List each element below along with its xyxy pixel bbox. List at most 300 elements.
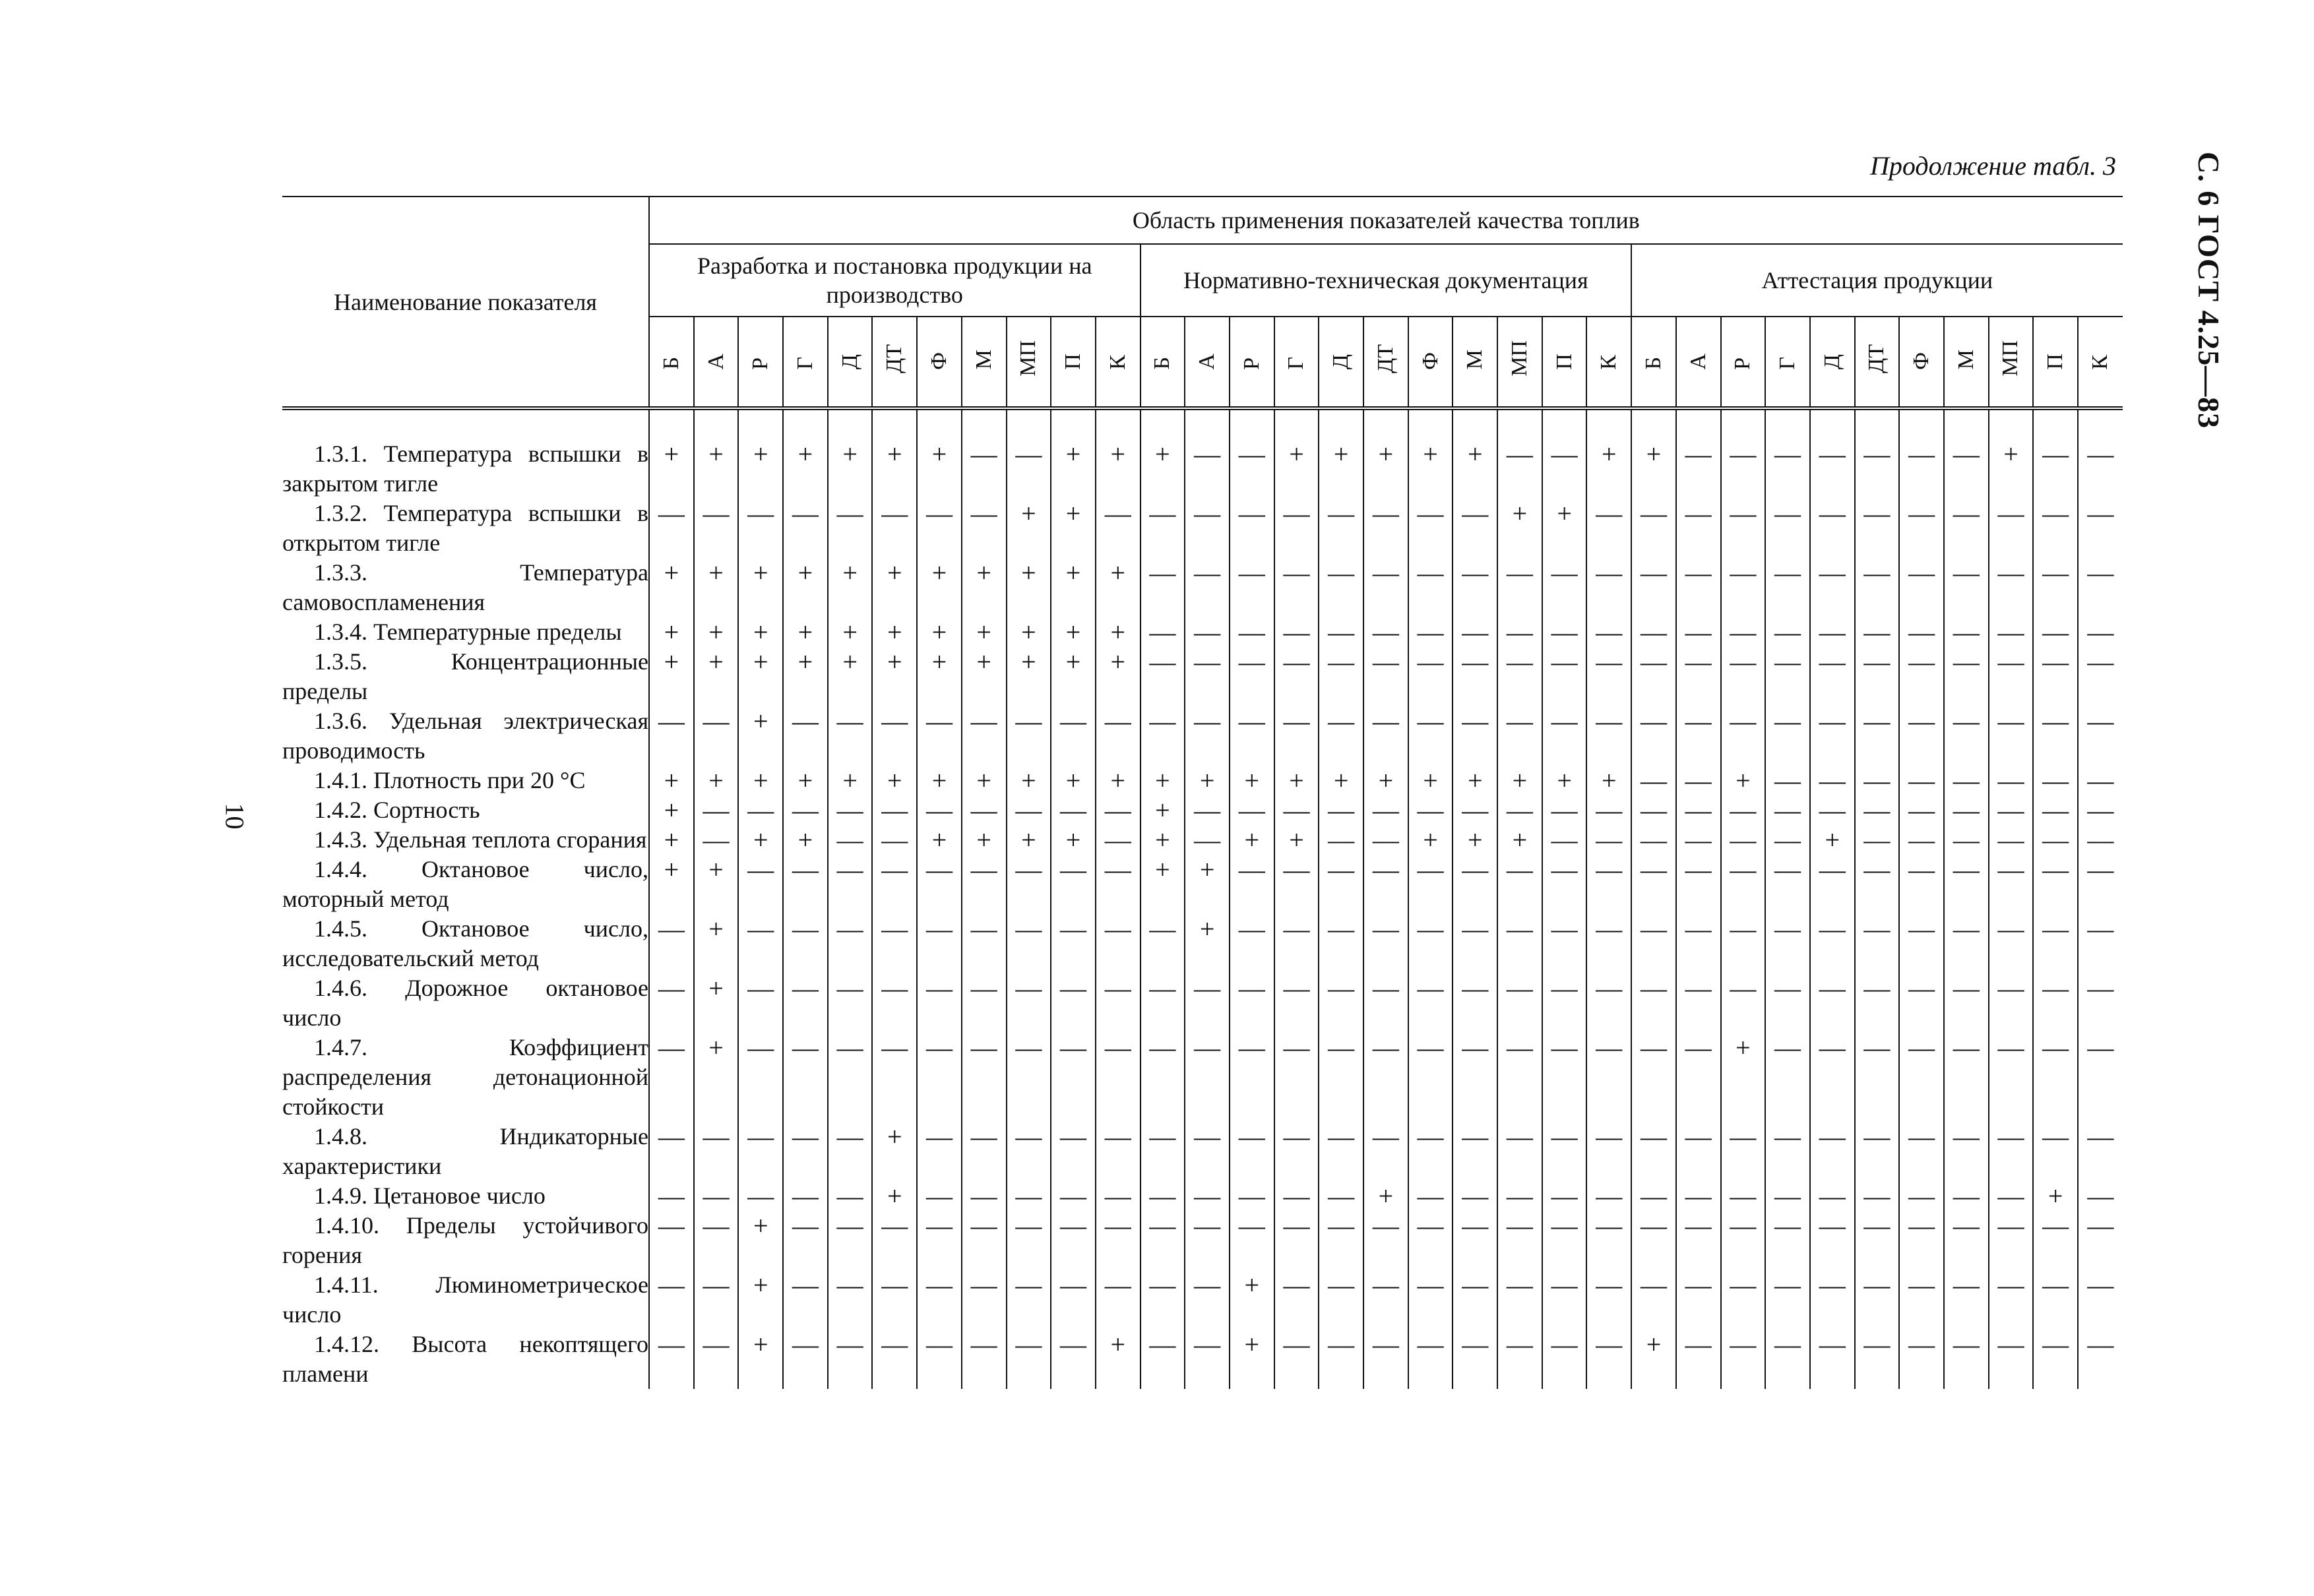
applicability-cell: + [872,766,917,795]
applicability-cell: — [1185,499,1230,558]
fuel-column-label: А [1195,353,1220,370]
applicability-cell: — [1676,1270,1721,1330]
applicability-cell: — [1676,914,1721,973]
applicability-cell: — [1721,1181,1766,1211]
table-row [282,1270,2123,1330]
applicability-cell: — [1408,647,1453,706]
applicability-cell: — [1408,706,1453,766]
applicability-cell: — [917,795,962,825]
applicability-cell: — [1810,1211,1855,1270]
applicability-cell: — [1721,1122,1766,1181]
applicability-cell: — [1631,973,1676,1033]
fuel-column-label: Ф [1418,352,1443,370]
applicability-cell: — [917,706,962,766]
applicability-cell: — [1944,1330,1989,1389]
applicability-cell: + [1586,439,1631,499]
fuel-column-label: Р [748,357,773,370]
applicability-cell: — [1765,795,1810,825]
applicability-cell: — [1319,914,1363,973]
table-row [282,973,2123,1033]
applicability-cell: — [1676,855,1721,914]
table-row [282,647,2123,706]
applicability-cell: — [783,795,828,825]
applicability-cell: — [1631,1122,1676,1181]
applicability-cell: — [1319,795,1363,825]
indicator-name: 1.4.10. Пределы устойчивого горения [282,1212,648,1268]
applicability-cell: — [872,795,917,825]
applicability-cell: — [872,706,917,766]
applicability-cell: — [1899,766,1944,795]
applicability-cell: — [1810,706,1855,766]
applicability-cell: + [872,439,917,499]
applicability-cell: — [1453,1330,1497,1389]
applicability-cell: — [2078,1122,2123,1181]
applicability-cell: — [1185,1122,1230,1181]
applicability-cell: — [1765,706,1810,766]
indicator-name: 1.4.4. Октановое число, моторный метод [282,856,648,912]
applicability-cell: — [1631,617,1676,647]
applicability-cell: — [1989,1211,2034,1270]
applicability-cell: — [649,1211,694,1270]
applicability-cell: — [828,855,873,914]
applicability-cell: — [1542,855,1587,914]
applicability-cell: — [2078,1330,2123,1389]
standard-label: С. 6 ГОСТ 4.25—83 [2192,152,2226,429]
applicability-cell: — [1096,706,1141,766]
applicability-cell: — [1051,1211,1096,1270]
applicability-cell: — [917,1122,962,1181]
applicability-cell: — [1944,1033,1989,1122]
applicability-cell: — [1274,914,1319,973]
fuel-column-label: А [1685,353,1710,370]
applicability-cell: — [1096,795,1141,825]
applicability-cell: — [649,1033,694,1122]
applicability-cell: — [962,795,1007,825]
applicability-cell: — [1899,855,1944,914]
applicability-cell: — [1765,558,1810,617]
applicability-cell: — [1274,973,1319,1033]
applicability-cell: — [1899,795,1944,825]
applicability-cell: + [783,766,828,795]
applicability-cell: — [2078,855,2123,914]
applicability-cell: + [872,1181,917,1211]
applicability-cell: — [1453,617,1497,647]
applicability-cell: — [1944,647,1989,706]
applicability-cell: + [738,439,783,499]
applicability-cell: — [649,1270,694,1330]
applicability-cell: — [1989,558,2034,617]
applicability-cell: + [1721,1033,1766,1122]
applicability-cell: — [1096,1033,1141,1122]
applicability-cell: — [1944,1122,1989,1181]
fuel-column-header [649,317,694,408]
applicability-cell: — [2078,647,2123,706]
applicability-cell: — [1855,1033,1900,1122]
applicability-cell: — [1721,825,1766,855]
applicability-cell: — [1319,647,1363,706]
applicability-cell: — [1408,499,1453,558]
fuel-column-header [738,317,783,408]
applicability-cell: — [962,1122,1007,1181]
applicability-cell: — [1765,973,1810,1033]
applicability-cell: — [1676,439,1721,499]
applicability-cell: — [1542,825,1587,855]
applicability-cell: — [1051,795,1096,825]
applicability-cell: — [962,706,1007,766]
applicability-cell: — [917,1270,962,1330]
applicability-cell: — [1051,706,1096,766]
applicability-cell: + [1497,766,1542,795]
applicability-cell: — [1497,973,1542,1033]
applicability-cell: — [1453,647,1497,706]
applicability-cell: — [1810,766,1855,795]
fuel-column-label: Ф [926,352,951,370]
applicability-cell: + [694,558,739,617]
fuel-column-label: М [1462,350,1487,370]
applicability-cell: — [1363,1330,1408,1389]
applicability-cell: — [1230,795,1274,825]
applicability-cell: + [1185,914,1230,973]
applicability-cell: — [1721,558,1766,617]
applicability-cell: — [1319,617,1363,647]
applicability-cell: + [1051,499,1096,558]
applicability-cell: — [1721,439,1766,499]
applicability-cell: — [917,973,962,1033]
fuel-column-label: П [1551,353,1577,370]
applicability-cell: — [917,1181,962,1211]
applicability-cell: — [1899,914,1944,973]
table-row [282,914,2123,973]
applicability-cell: — [1765,1330,1810,1389]
applicability-cell: + [1274,766,1319,795]
applicability-cell: — [1899,439,1944,499]
applicability-cell: — [1765,914,1810,973]
applicability-cell: — [1408,1033,1453,1122]
applicability-cell: — [1051,1122,1096,1181]
indicator-name: 1.4.6. Дорожное октановое число [282,975,648,1031]
fuel-column-label: Д [1329,354,1354,370]
applicability-cell: — [1855,855,1900,914]
table-row [282,617,2123,647]
applicability-cell: + [828,439,873,499]
applicability-cell: — [1765,855,1810,914]
applicability-cell: — [1497,647,1542,706]
fuel-column-header [1363,317,1408,408]
applicability-cell: — [783,499,828,558]
applicability-cell: — [1899,973,1944,1033]
applicability-cell: — [1185,647,1230,706]
applicability-cell: + [783,617,828,647]
applicability-cell: — [1586,617,1631,647]
applicability-cell: — [2078,914,2123,973]
applicability-cell: — [1899,617,1944,647]
applicability-cell: — [1319,499,1363,558]
applicability-cell: + [962,558,1007,617]
applicability-cell: — [1765,1181,1810,1211]
table-row [282,439,2123,499]
applicability-cell: — [828,1330,873,1389]
applicability-cell: — [1096,973,1141,1033]
applicability-cell: + [738,1270,783,1330]
applicability-cell: — [1586,795,1631,825]
applicability-cell: + [649,617,694,647]
applicability-cell: + [738,1330,783,1389]
applicability-cell: — [1944,706,1989,766]
fuel-column-header [1676,317,1721,408]
applicability-cell: — [1274,1122,1319,1181]
fuel-column-header [1899,317,1944,408]
applicability-cell: — [1765,1033,1810,1122]
applicability-cell: — [2033,1122,2078,1181]
applicability-cell: — [1542,1330,1587,1389]
applicability-cell: — [1230,1122,1274,1181]
applicability-cell: — [1141,558,1185,617]
quality-indicators-table [282,196,2123,1389]
applicability-cell: — [783,1033,828,1122]
fuel-column-label: Г [1775,356,1800,370]
fuel-column-label: Б [1150,356,1175,370]
applicability-cell: — [1453,1270,1497,1330]
applicability-cell: — [694,825,739,855]
applicability-cell: — [1007,1181,1051,1211]
applicability-cell: — [1363,499,1408,558]
table-continuation-note: Продолжение табл. 3 [1869,151,2116,181]
applicability-cell: — [1096,1211,1141,1270]
applicability-cell: — [1542,617,1587,647]
applicability-cell: — [1676,825,1721,855]
applicability-cell: — [2078,1211,2123,1270]
applicability-cell: — [1899,706,1944,766]
fuel-column-label: П [1061,353,1086,370]
table-row [282,1181,2123,1211]
fuel-column-label: Б [1641,356,1666,370]
applicability-cell: — [1676,1330,1721,1389]
applicability-cell: — [1453,706,1497,766]
applicability-cell: + [1230,825,1274,855]
applicability-cell: — [2033,499,2078,558]
applicability-cell: + [1051,617,1096,647]
applicability-cell: + [694,439,739,499]
applicability-cell: — [872,855,917,914]
fuel-column-header [1586,317,1631,408]
applicability-cell: — [1185,1211,1230,1270]
applicability-cell: + [917,439,962,499]
applicability-cell: — [1185,973,1230,1033]
table-row [282,795,2123,825]
applicability-cell: — [1051,1181,1096,1211]
fuel-column-label: К [2088,354,2113,370]
indicator-name: 1.3.5. Концентрационные пределы [282,648,648,704]
fuel-column-label: Д [837,354,862,370]
applicability-cell: — [1453,1181,1497,1211]
fuel-column-header [1944,317,1989,408]
fuel-column-header [2033,317,2078,408]
fuel-column-label: Г [792,356,817,370]
applicability-cell: + [1542,499,1587,558]
indicator-name: 1.3.1. Температура вспышки в закрытом тигле [282,441,648,497]
applicability-cell: + [738,647,783,706]
fuel-column-header [1989,317,2034,408]
applicability-cell: — [1274,1270,1319,1330]
applicability-cell: — [1721,973,1766,1033]
applicability-cell: — [2033,706,2078,766]
applicability-cell: — [1855,766,1900,795]
applicability-cell: — [1141,617,1185,647]
applicability-cell: — [1230,706,1274,766]
applicability-cell: — [828,706,873,766]
applicability-cell: — [694,1270,739,1330]
applicability-cell: — [1676,617,1721,647]
table-row [282,1122,2123,1181]
applicability-cell: + [649,766,694,795]
applicability-cell: — [783,1211,828,1270]
applicability-cell: — [1319,825,1363,855]
indicator-name: 1.4.11. Люминометрическое число [282,1272,648,1328]
applicability-cell: — [828,1033,873,1122]
applicability-cell: — [872,914,917,973]
applicability-cell: — [1007,706,1051,766]
applicability-cell: + [649,558,694,617]
applicability-cell: + [828,617,873,647]
applicability-cell: — [1944,825,1989,855]
applicability-cell: — [738,795,783,825]
applicability-cell: — [1497,914,1542,973]
applicability-cell: + [1453,439,1497,499]
applicability-cell: — [1453,558,1497,617]
applicability-cell: — [1408,1181,1453,1211]
applicability-cell: — [1586,973,1631,1033]
applicability-cell: — [1631,795,1676,825]
applicability-cell: — [694,1330,739,1389]
applicability-cell: + [1007,647,1051,706]
fuel-column-label: П [2043,353,2068,370]
applicability-cell: — [1586,1270,1631,1330]
applicability-cell: — [1944,914,1989,973]
applicability-cell: + [694,855,739,914]
applicability-cell: — [1141,914,1185,973]
applicability-cell: — [783,1270,828,1330]
applicability-cell: — [1631,558,1676,617]
applicability-cell: — [917,499,962,558]
applicability-cell: — [738,1122,783,1181]
applicability-cell: + [738,1211,783,1270]
applicability-cell: + [783,647,828,706]
applicability-cell: — [1007,1122,1051,1181]
applicability-cell: — [1185,1270,1230,1330]
fuel-column-label: ДТ [1864,344,1889,373]
applicability-cell: + [694,973,739,1033]
applicability-cell: — [1274,795,1319,825]
applicability-cell: — [1899,647,1944,706]
applicability-cell: + [1721,766,1766,795]
applicability-cell: — [1631,647,1676,706]
applicability-cell: + [1453,766,1497,795]
applicability-cell: — [1989,1181,2034,1211]
applicability-cell: — [962,1211,1007,1270]
applicability-cell: — [1096,1181,1141,1211]
applicability-cell: — [1676,1181,1721,1211]
applicability-cell: — [1989,855,2034,914]
applicability-cell: — [1230,617,1274,647]
applicability-cell: + [1542,766,1587,795]
applicability-cell: — [1542,706,1587,766]
table-row [282,1330,2123,1389]
applicability-cell: — [783,973,828,1033]
applicability-cell: — [1810,617,1855,647]
applicability-cell: — [1230,499,1274,558]
applicability-cell: — [828,499,873,558]
applicability-cell: — [1944,1181,1989,1211]
applicability-cell: — [1051,1330,1096,1389]
applicability-cell: — [1363,1211,1408,1270]
applicability-cell: + [1363,766,1408,795]
applicability-cell: — [1497,617,1542,647]
applicability-cell: — [1586,499,1631,558]
fuel-column-header [962,317,1007,408]
applicability-cell: — [738,914,783,973]
applicability-cell: — [1855,439,1900,499]
applicability-cell: + [917,766,962,795]
applicability-cell: — [1497,1211,1542,1270]
applicability-cell: + [783,825,828,855]
applicability-cell: — [1989,973,2034,1033]
applicability-cell: + [694,647,739,706]
applicability-cell: — [1989,617,2034,647]
applicability-cell: — [1007,439,1051,499]
applicability-cell: — [1363,617,1408,647]
applicability-cell: — [1944,558,1989,617]
applicability-cell: + [828,766,873,795]
applicability-cell: + [1453,825,1497,855]
applicability-cell: — [738,499,783,558]
applicability-cell: — [1497,706,1542,766]
applicability-cell: + [1096,617,1141,647]
applicability-cell: — [1631,914,1676,973]
applicability-cell: — [917,914,962,973]
applicability-cell: — [1185,1330,1230,1389]
applicability-cell: + [1274,439,1319,499]
applicability-cell: — [1230,914,1274,973]
applicability-cell: — [1676,973,1721,1033]
applicability-cell: — [1274,706,1319,766]
applicability-cell: — [1631,1033,1676,1122]
applicability-cell: — [1899,558,1944,617]
table-row [282,766,2123,795]
applicability-cell: — [962,439,1007,499]
applicability-cell: — [1676,795,1721,825]
fuel-column-header [1542,317,1587,408]
applicability-cell: — [783,1181,828,1211]
applicability-cell: — [962,1330,1007,1389]
applicability-cell: + [1141,855,1185,914]
applicability-cell: + [1051,647,1096,706]
applicability-cell: — [1989,825,2034,855]
applicability-cell: — [1810,973,1855,1033]
applicability-cell: — [1721,1211,1766,1270]
applicability-cell: — [1855,499,1900,558]
applicability-cell: — [828,1122,873,1181]
applicability-cell: + [917,825,962,855]
applicability-cell: — [1230,1211,1274,1270]
fuel-column-header [1855,317,1900,408]
applicability-cell: — [738,1033,783,1122]
applicability-cell: — [1363,914,1408,973]
applicability-cell: — [1274,1211,1319,1270]
applicability-cell: — [2033,1033,2078,1122]
fuel-column-header [783,317,828,408]
applicability-cell: — [1007,1270,1051,1330]
applicability-cell: — [1542,1033,1587,1122]
